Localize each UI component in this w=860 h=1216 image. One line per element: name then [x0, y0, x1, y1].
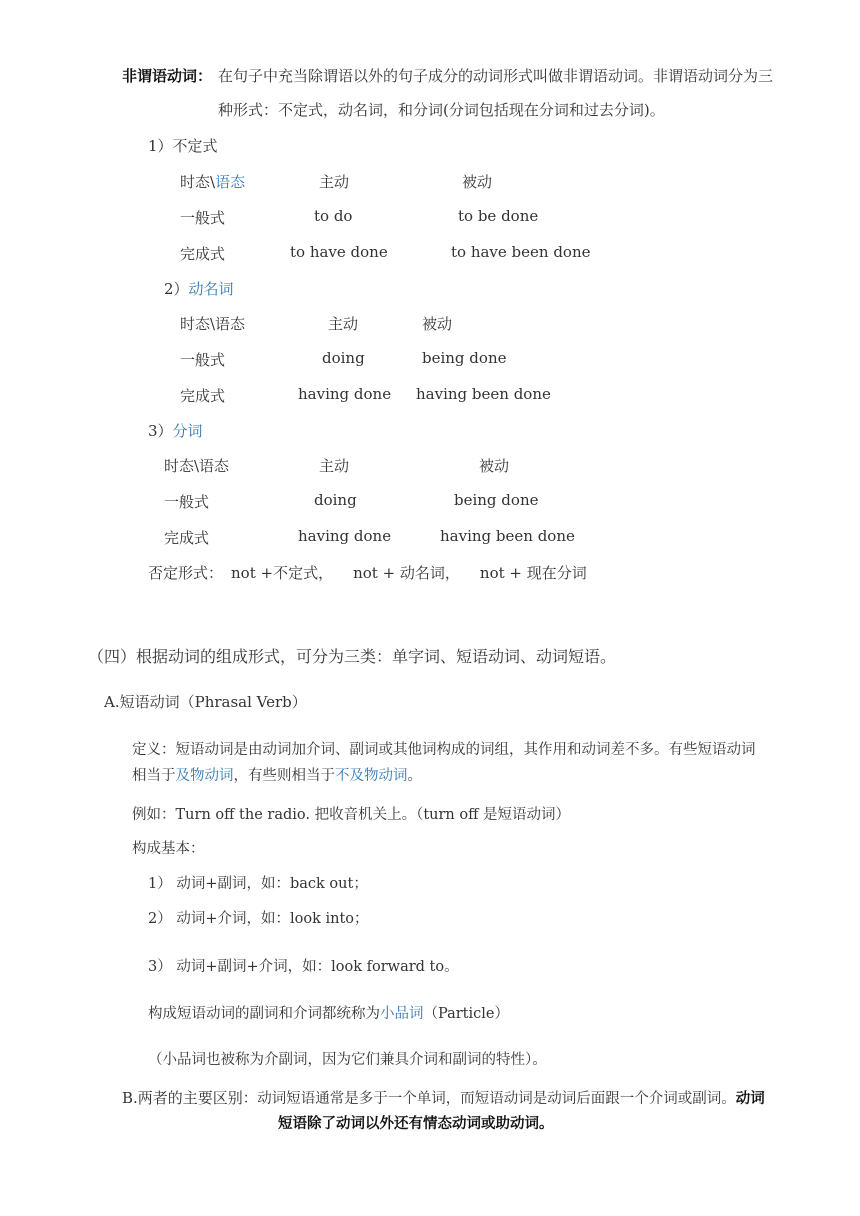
infinitive-row2-label: 完成式: [180, 245, 226, 263]
intro-term: 非谓语动词：: [122, 67, 213, 85]
participle-row1-passive: being done: [454, 491, 539, 509]
participle-link[interactable]: 分词: [172, 422, 203, 440]
negative-part2: not + 动名词，: [353, 564, 460, 582]
participle-row2-label: 完成式: [164, 529, 210, 547]
gerund-heading: [164, 278, 234, 299]
negative-part3: not + 现在分词: [479, 564, 587, 582]
intro-line1: 在句子中充当除谓语以外的句子成分的动词形式叫做非谓语动词。非谓语动词分为三: [218, 67, 774, 85]
negative-label: 否定形式：: [148, 564, 224, 582]
infinitive-header-label: [180, 171, 245, 192]
gerund-link[interactable]: 动名词: [188, 280, 234, 298]
gerund-row2-passive: having been done: [416, 385, 551, 403]
voice-link[interactable]: 语态: [215, 173, 246, 191]
particle-text-a: 构成短语动词的副词和介词都统称为: [148, 1006, 380, 1022]
difference-bold1: 动词: [735, 1090, 765, 1107]
gerund-heading-num: 2）: [164, 280, 189, 298]
participle-header-active: 主动: [319, 457, 350, 475]
gerund-row1-passive: being done: [422, 349, 507, 367]
gerund-header-active: 主动: [328, 315, 359, 333]
particle-link[interactable]: 小品词: [380, 1006, 424, 1022]
particle-text-b: （Particle）: [423, 1006, 509, 1022]
compose-item-3: 3） 动词+副词+介词，如：look forward to。: [148, 959, 459, 975]
gerund-header-label: 时态\语态: [180, 315, 246, 333]
infinitive-row1-active: to do: [314, 207, 353, 225]
difference-heading: B.两者的主要区别: [122, 1089, 243, 1107]
difference-line2: 短语除了动词以外还有情态动词或助动词。: [278, 1115, 554, 1132]
participle-heading: [148, 420, 203, 441]
def-line2-b: ，有些则相当于: [233, 768, 335, 784]
phrasal-definition-line2: [132, 764, 422, 785]
participle-row1-active: doing: [314, 491, 357, 509]
infinitive-heading-num: 1）: [148, 137, 173, 155]
participle-header-label: 时态\语态: [164, 457, 230, 475]
infinitive-heading: [148, 135, 218, 156]
particle-line: [148, 1002, 509, 1023]
infinitive-row2-active: to have done: [290, 243, 388, 261]
infinitive-header-passive: 被动: [462, 173, 493, 191]
infinitive-row2-passive: to have been done: [451, 243, 591, 261]
def-line2-a: 相当于: [132, 768, 176, 784]
infinitive-row1-passive: to be done: [458, 207, 539, 225]
transitive-verb-link[interactable]: 及物动词: [175, 768, 234, 784]
negative-forms: [148, 562, 587, 583]
negative-part1: not +不定式，: [231, 564, 334, 582]
gerund-row1-active: doing: [322, 349, 365, 367]
intro-line2: 种形式：不定式，动名词，和分词(分词包括现在分词和过去分词)。: [218, 101, 665, 119]
intransitive-verb-link[interactable]: 不及物动词: [335, 768, 408, 784]
phrasal-heading: A.短语动词（Phrasal Verb）: [104, 693, 307, 711]
infinitive-heading-text: 不定式: [172, 137, 218, 155]
phrasal-example: 例如：Turn off the radio. 把收音机关上。（turn off 是短语动词）: [132, 807, 571, 823]
gerund-row1-label: 一般式: [180, 351, 226, 369]
section4-title: （四）根据动词的组成形式，可分为三类：单字词、短语动词、动词短语。: [88, 647, 617, 666]
participle-row2-passive: having been done: [440, 527, 575, 545]
compose-item-1: 1） 动词+副词，如：back out；: [148, 876, 368, 892]
participle-row2-active: having done: [298, 527, 392, 545]
particle-note: （小品词也被称为介副词，因为它们兼具介词和副词的特性）。: [148, 1052, 547, 1068]
gerund-header-passive: 被动: [422, 315, 453, 333]
infinitive-row1-label: 一般式: [180, 209, 226, 227]
participle-heading-num: 3）: [148, 422, 173, 440]
participle-row1-label: 一般式: [164, 493, 210, 511]
intro-paragraph: [122, 65, 773, 86]
difference-text: ：动词短语通常是多于一个单词，而短语动词是动词后面跟一个介词或副词。: [242, 1091, 736, 1107]
compose-item-2: 2） 动词+介词，如：look into；: [148, 911, 369, 927]
infinitive-header-active: 主动: [319, 173, 350, 191]
gerund-row2-active: having done: [298, 385, 392, 403]
participle-header-passive: 被动: [479, 457, 510, 475]
gerund-row2-label: 完成式: [180, 387, 226, 405]
phrasal-definition-line1: 定义：短语动词是由动词加介词、副词或其他词构成的词组，其作用和动词差不多。有些短语动词: [132, 742, 756, 758]
infinitive-header-label-a: 时态\: [180, 173, 216, 191]
phrasal-compose-label: 构成基本：: [132, 841, 205, 857]
def-line2-c: 。: [407, 768, 422, 784]
difference-line1: [122, 1087, 765, 1108]
